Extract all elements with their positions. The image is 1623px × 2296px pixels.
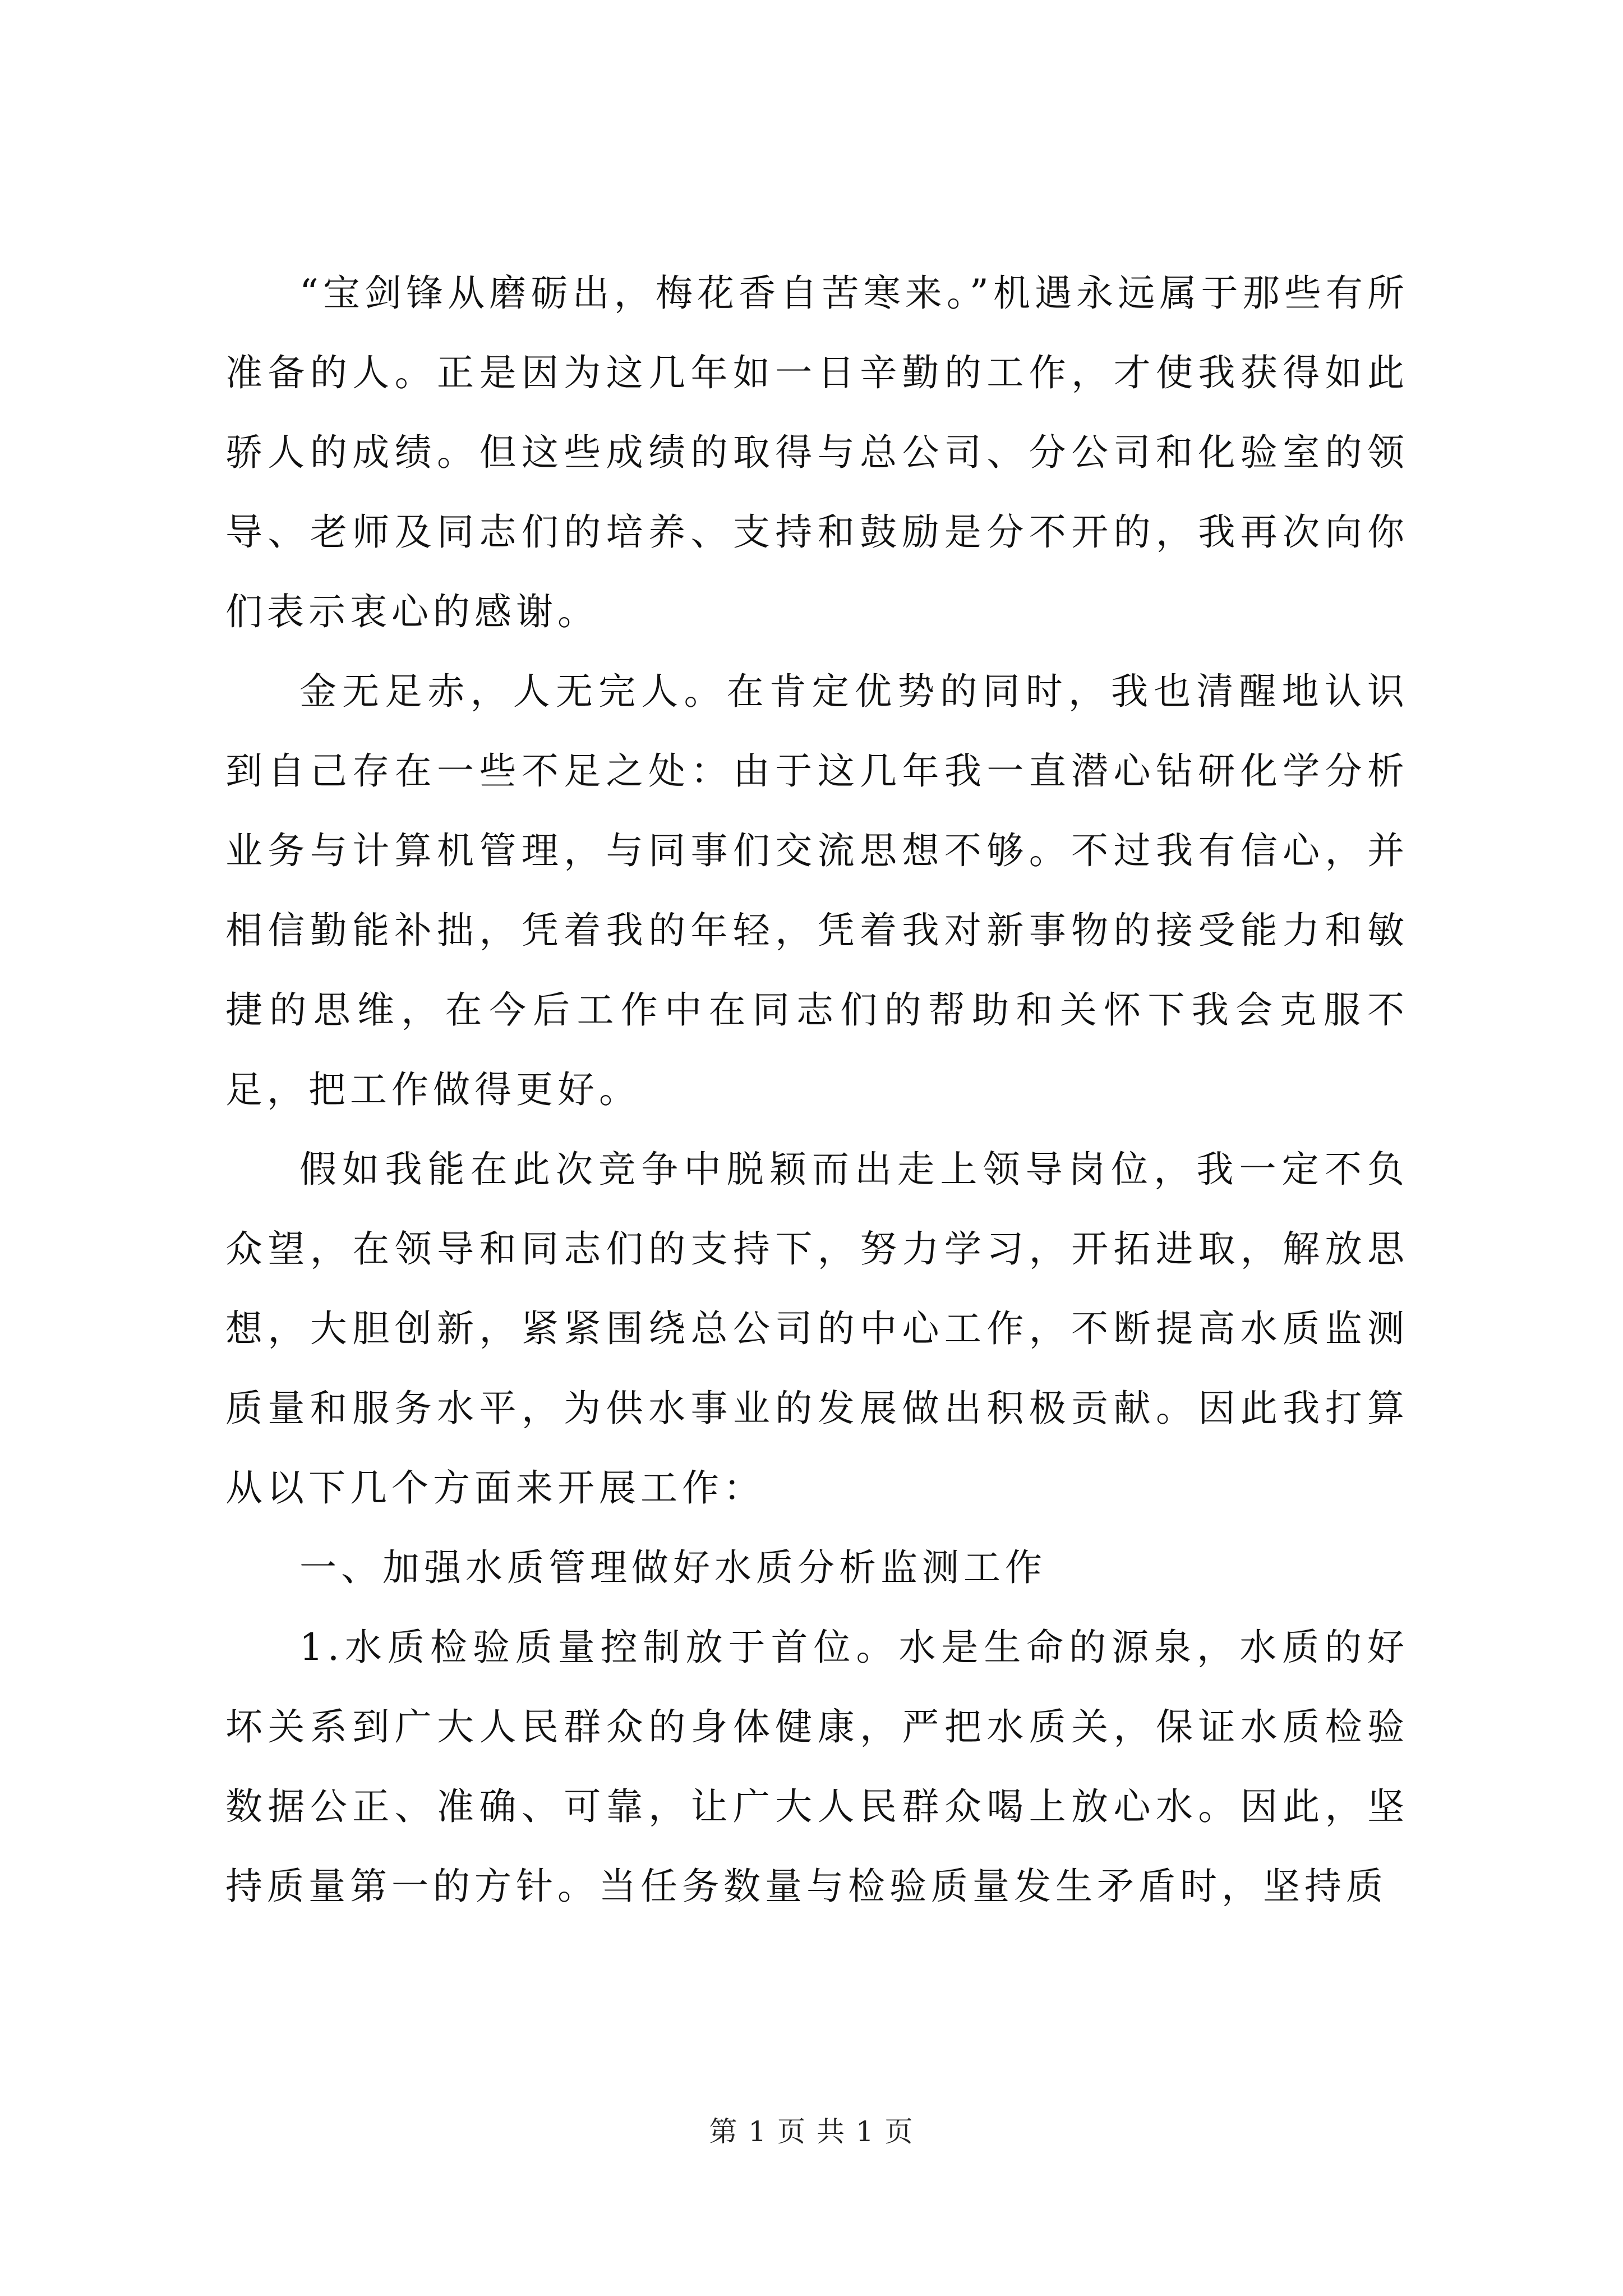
document-body (225, 254, 1409, 1926)
item-paragraph: 1.水质检验质量控制放于首位。水是生命的源泉，水质的好坏关系到广大人民群众的身体健康，严把水质关，保证水质检验数据公正、准确、可靠，让广大人民群众喝上放心水。因此，坚持质量第一的方针。当任务数量与检验质量发生矛盾时，坚持质 (225, 1626, 1409, 1908)
paragraph-1: “宝剑锋从磨砺出，梅花香自苦寒来。”机遇永远属于那些有所准备的人。正是因为这几年如一日辛勤的工作，才使我获得如此骄人的成绩。但这些成绩的取得与总公司、分公司和化验室的领导、老师及同志们的培养、支持和鼓励是分不开的，我再次向你们表示衷心的感谢。 (225, 272, 1409, 633)
page-footer: 第 1 页 共 1 页 (709, 2115, 914, 2148)
paragraph-3: 假如我能在此次竞争中脱颖而出走上领导岗位，我一定不负众望，在领导和同志们的支持下，努力学习，开拓进取，解放思想，大胆创新，紧紧围绕总公司的中心工作，不断提高水质监测质量和服务水平，为供水事业的发展做出积极贡献。因此我打算从以下几个方面来开展工作： (225, 1148, 1409, 1510)
section-heading: 一、加强水质管理做好水质分析监测工作 (299, 1546, 1046, 1589)
paragraph-2: 金无足赤，人无完人。在肯定优势的同时，我也清醒地认识到自己存在一些不足之处：由于这几年我一直潜心钻研化学分析业务与计算机管理，与同事们交流思想不够。不过我有信心，并相信勤能补拙，凭着我的年轻，凭着我对新事物的接受能力和敏捷的思维，在今后工作中在同志们的帮助和关怀下我会克服不足，把工作做得更好。 (225, 670, 1409, 1111)
